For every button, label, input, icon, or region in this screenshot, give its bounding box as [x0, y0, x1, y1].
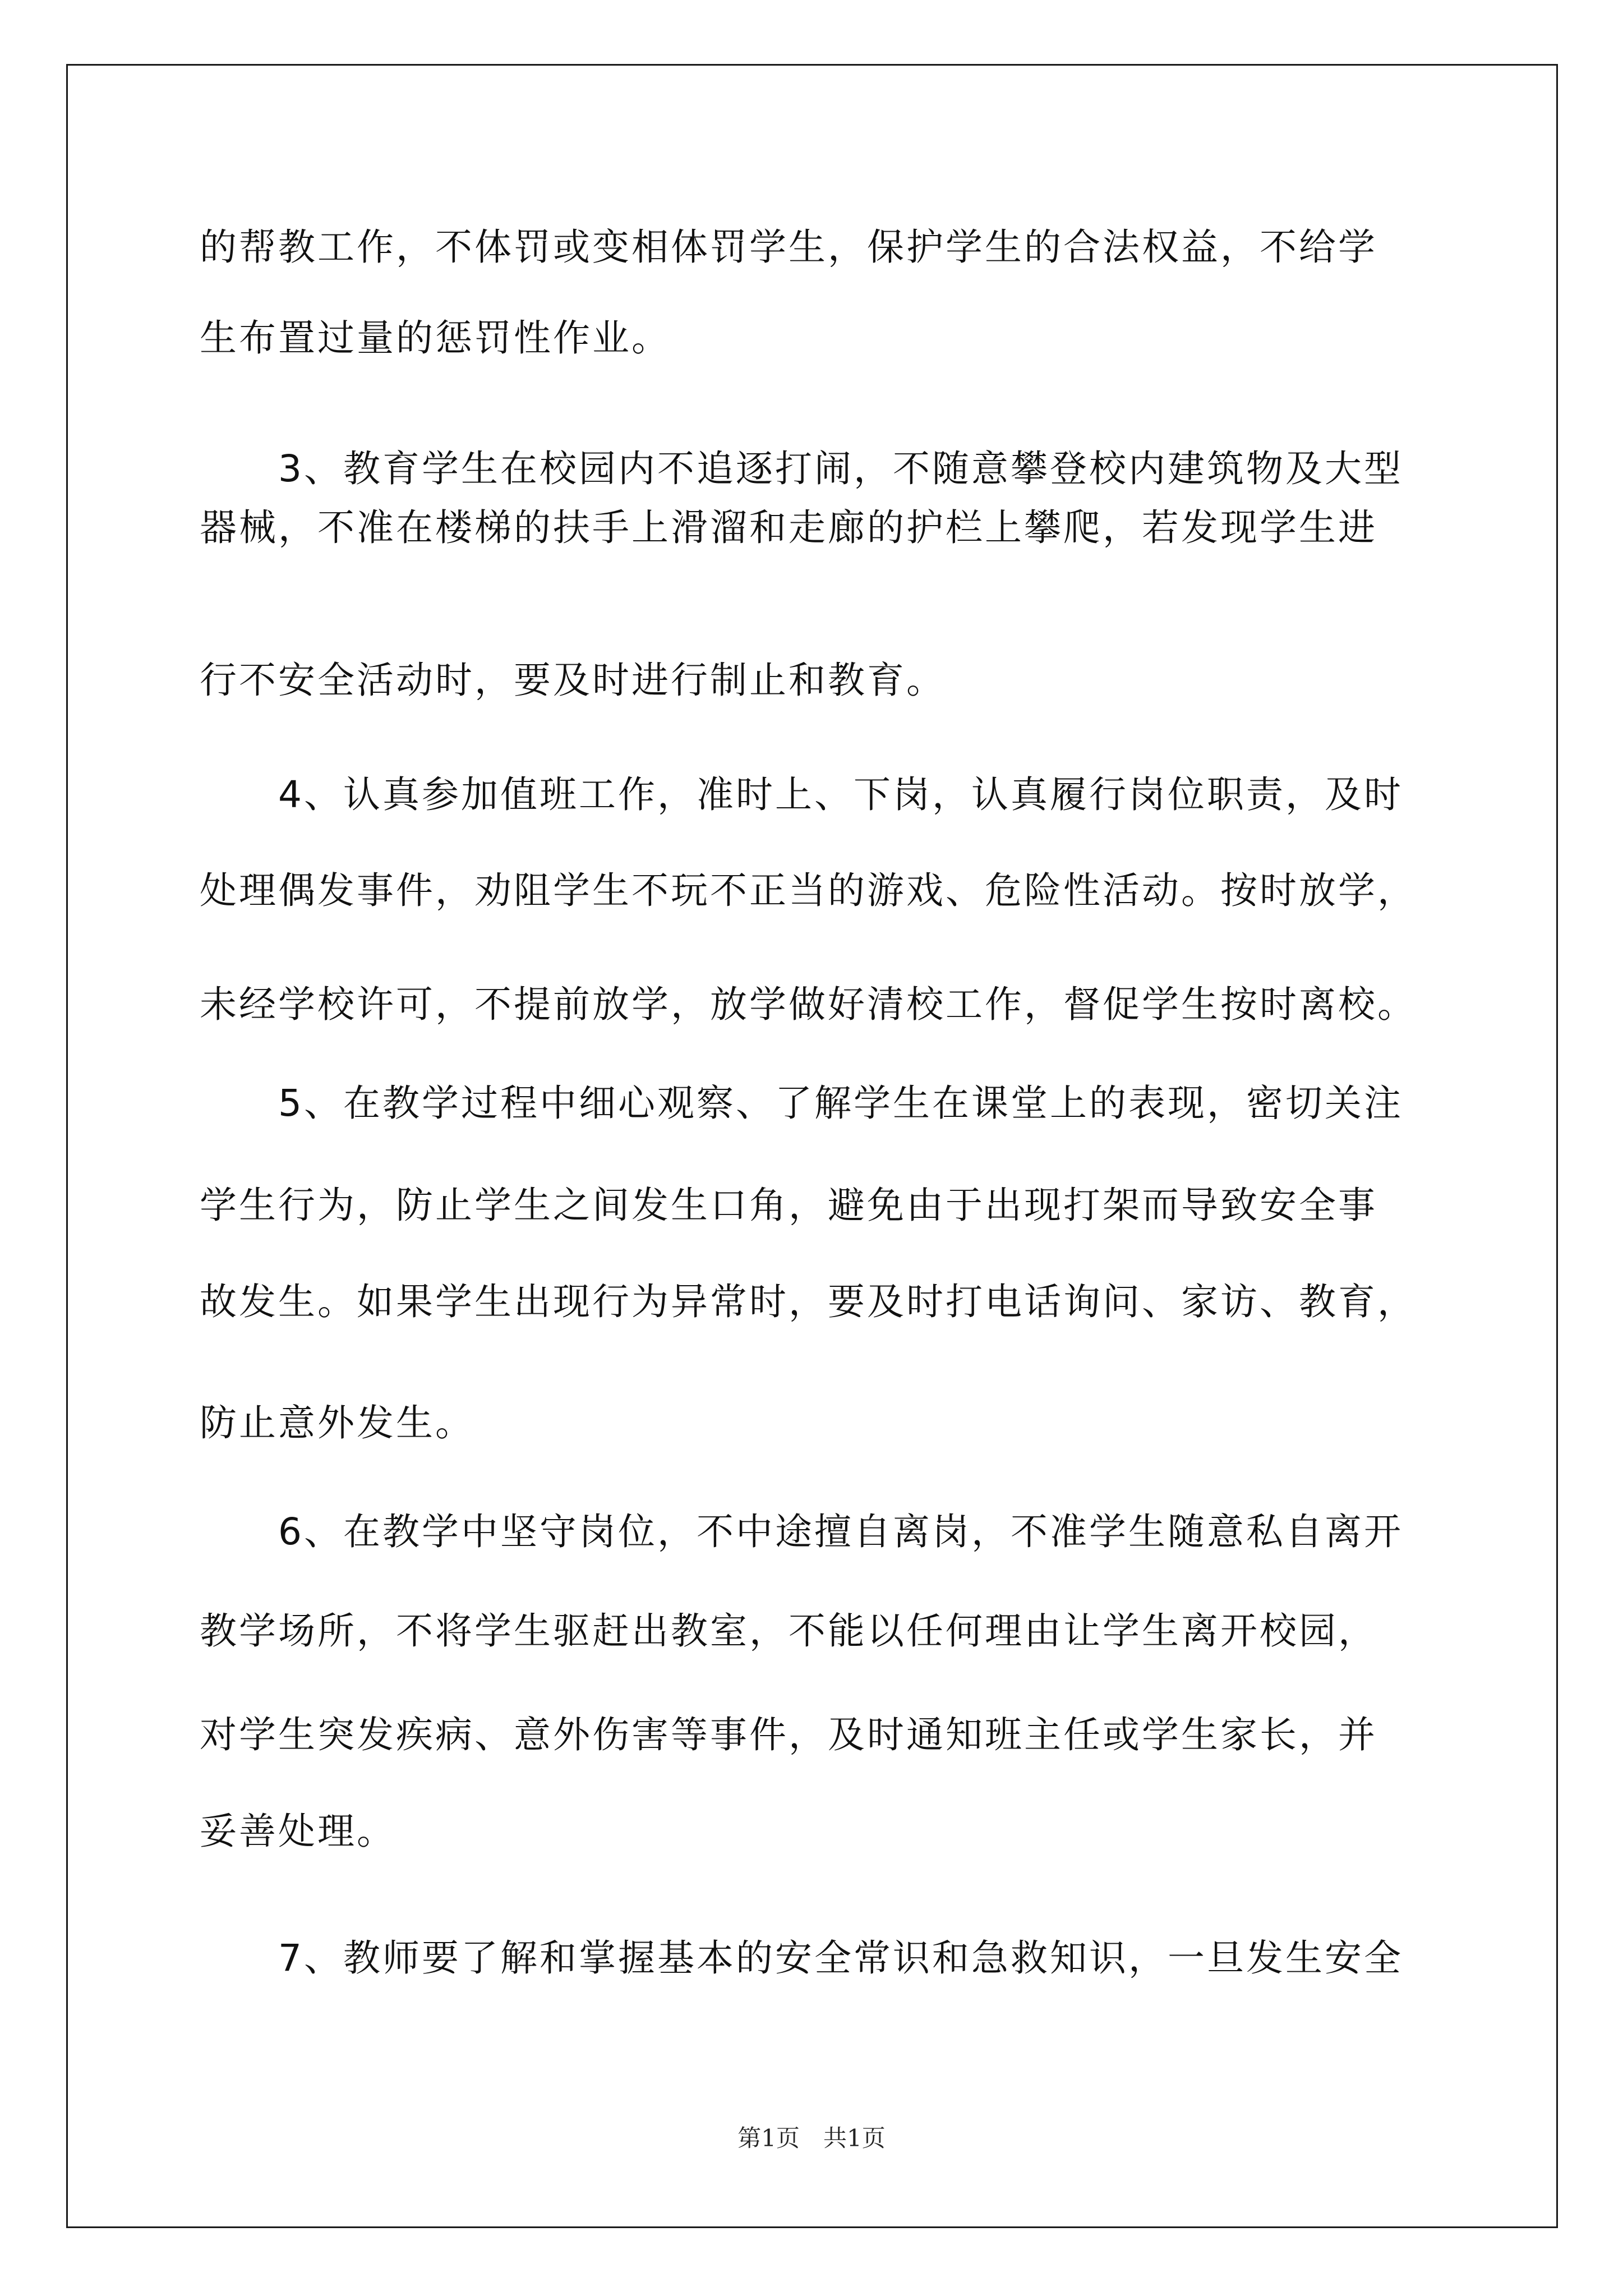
- text-line: 行不安全活动时，要及时进行制止和教育。: [200, 659, 946, 702]
- text-line: 5、在教学过程中细心观察、了解学生在课堂上的表现，密切关注: [278, 1082, 1403, 1125]
- page-border: [66, 64, 1558, 2228]
- text-line: 4、认真参加值班工作，准时上、下岗，认真履行岗位职责，及时: [278, 773, 1403, 816]
- text-line: 妥善处理。: [200, 1810, 396, 1853]
- text-line: 的帮教工作，不体罚或变相体罚学生，保护学生的合法权益，不给学: [200, 226, 1377, 269]
- text-line: 生布置过量的惩罚性作业。: [200, 316, 671, 360]
- text-line: 器械，不准在楼梯的扶手上滑溜和走廊的护栏上攀爬，若发现学生进: [200, 506, 1377, 549]
- page-footer: 第1页 共1页: [737, 2124, 886, 2152]
- text-line: 3、教育学生在校园内不追逐打闹，不随意攀登校内建筑物及大型: [278, 447, 1403, 490]
- text-line: 7、教师要了解和掌握基本的安全常识和急救知识，一旦发生安全: [278, 1936, 1403, 1980]
- text-line: 对学生突发疾病、意外伤害等事件，及时通知班主任或学生家长，并: [200, 1713, 1377, 1756]
- text-line: 教学场所，不将学生驱赶出教室，不能以任何理由让学生离开校园，: [200, 1609, 1377, 1653]
- text-line: 处理偶发事件，劝阻学生不玩不正当的游戏、危险性活动。按时放学，: [200, 869, 1417, 912]
- text-line: 未经学校许可，不提前放学，放学做好清校工作，督促学生按时离校。: [200, 983, 1417, 1026]
- text-line: 防止意外发生。: [200, 1401, 474, 1444]
- text-line: 故发生。如果学生出现行为异常时，要及时打电话询问、家访、教育，: [200, 1280, 1417, 1323]
- text-line: 学生行为，防止学生之间发生口角，避免由于出现打架而导致安全事: [200, 1184, 1377, 1227]
- text-line: 6、在教学中坚守岗位，不中途擅自离岗，不准学生随意私自离开: [278, 1510, 1403, 1553]
